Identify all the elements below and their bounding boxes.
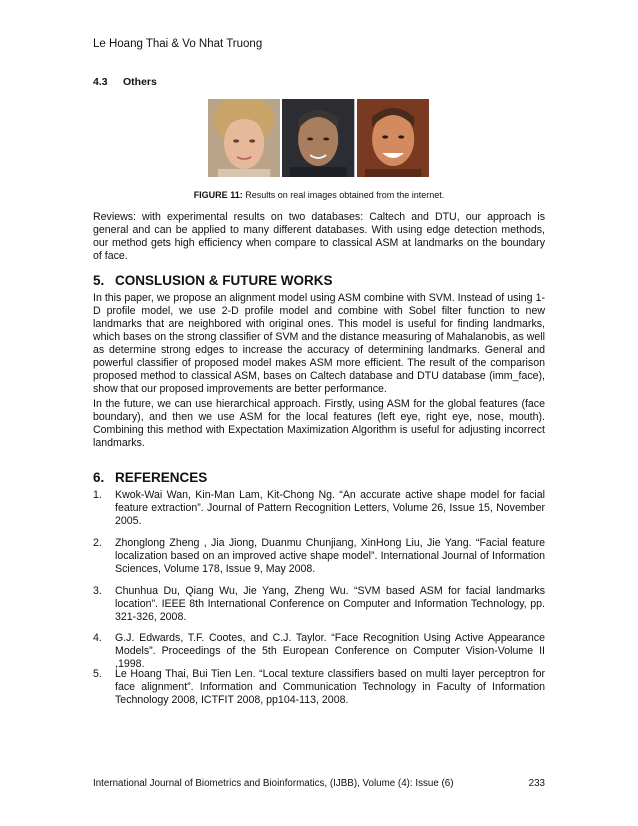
figure-caption-text: Results on real images obtained from the internet. [242,190,445,200]
reference-text: Zhonglong Zheng , Jia Jiong, Duanmu Chunjiang, XinHong Liu, Jie Yang. “Facial feature localization based on an improved active shape model”. International Journal of Information Sciences, Volume 178, Issue 9, May 2008. [115,537,545,575]
section-5-title: CONSLUSION & FUTURE WORKS [115,273,333,288]
reference-item [93,668,545,707]
section-6-heading [93,470,207,485]
conclusion-paragraph-1: In this paper, we propose an alignment model using ASM combine with SVM. Instead of using 1-D profile model, we use 2-D profile model and combine with Sobel filter function to new landmarks that are neighbored with original ones. This model is useful for finding landmarks, which bases on the strong classifier of SVM and the distance measuring of Mahalanobis, as well as determine strong edges to increase the accuracy of determining landmarks. General and powerful classifier of proposed model makes ASM more efficient. The result of the comparison proposed method to classical ASM, bases on Caltech database and DTU database (imm_face), show that our proposed improvements are better performance. [93,292,545,395]
reference-number: 2. [93,537,102,549]
face-photo-3 [357,99,429,177]
reference-item [93,489,545,528]
subsection-title: Others [123,76,157,88]
reference-text: Chunhua Du, Qiang Wu, Jie Yang, Zheng Wu. “SVM based ASM for facial landmarks location”. IEEE 8th International Conference on Computer and Information Technology, pp. 321-326, 2008. [115,585,545,623]
reviews-paragraph: Reviews: with experimental results on two databases: Caltech and DTU, our approach is general and can be applied to many different databases. With using edge detection methods, our method gets high efficiency when compare to classical ASM at landmarks on the boundary of face. [93,211,545,262]
footer-journal: International Journal of Biometrics and Bioinformatics, (IJBB), Volume (4): Issue (6) [93,778,454,789]
reference-item [93,537,545,576]
reference-text: Kwok-Wai Wan, Kin-Man Lam, Kit-Chong Ng. “An accurate active shape model for facial feature extraction”. Journal of Pattern Recognition Letters, Volume 26, Issue 15, November 2005. [115,489,545,527]
face-photo-1 [208,99,280,177]
reference-number: 5. [93,668,102,680]
section-6-title: REFERENCES [115,470,208,485]
running-header: Le Hoang Thai & Vo Nhat Truong [93,38,263,50]
conclusion-paragraph-2: In the future, we can use hierarchical approach. Firstly, using ASM for the global features (face boundary), and then we use ASM for the local features (left eye, right eye, nose, mouth). Combining this method with Expectation Maximization Algorithm is useful for adjusting incorrect landmarks. [93,398,545,449]
section-5-heading [93,273,333,288]
section-6-number: 6. [93,470,105,485]
section-5-number: 5. [93,273,105,288]
figure-label: FIGURE 11: [193,190,243,200]
subsection-number: 4.3 [93,76,108,88]
reference-number: 4. [93,632,102,644]
face-photo-2 [282,99,354,177]
reference-item [93,585,545,624]
reference-item [93,632,545,671]
page-number: 233 [528,778,545,789]
reference-number: 3. [93,585,102,597]
reference-text: Le Hoang Thai, Bui Tien Len. “Local texture classifiers based on multi layer perceptron for face alignment”. Information and Communication Technology in Faculty of Information Technology 2008, ICTFIT 2008, pp104-113, 2008. [115,668,545,706]
page-footer [93,778,545,789]
subsection-heading [93,76,157,88]
reference-text: G.J. Edwards, T.F. Cootes, and C.J. Taylor. “Face Recognition Using Active Appearance Models”. Proceedings of the 5th European Conference on Computer Vision-Volume II ,1998. [115,632,545,670]
reference-number: 1. [93,489,102,501]
figure-11-images [208,99,429,177]
figure-caption [93,190,545,200]
